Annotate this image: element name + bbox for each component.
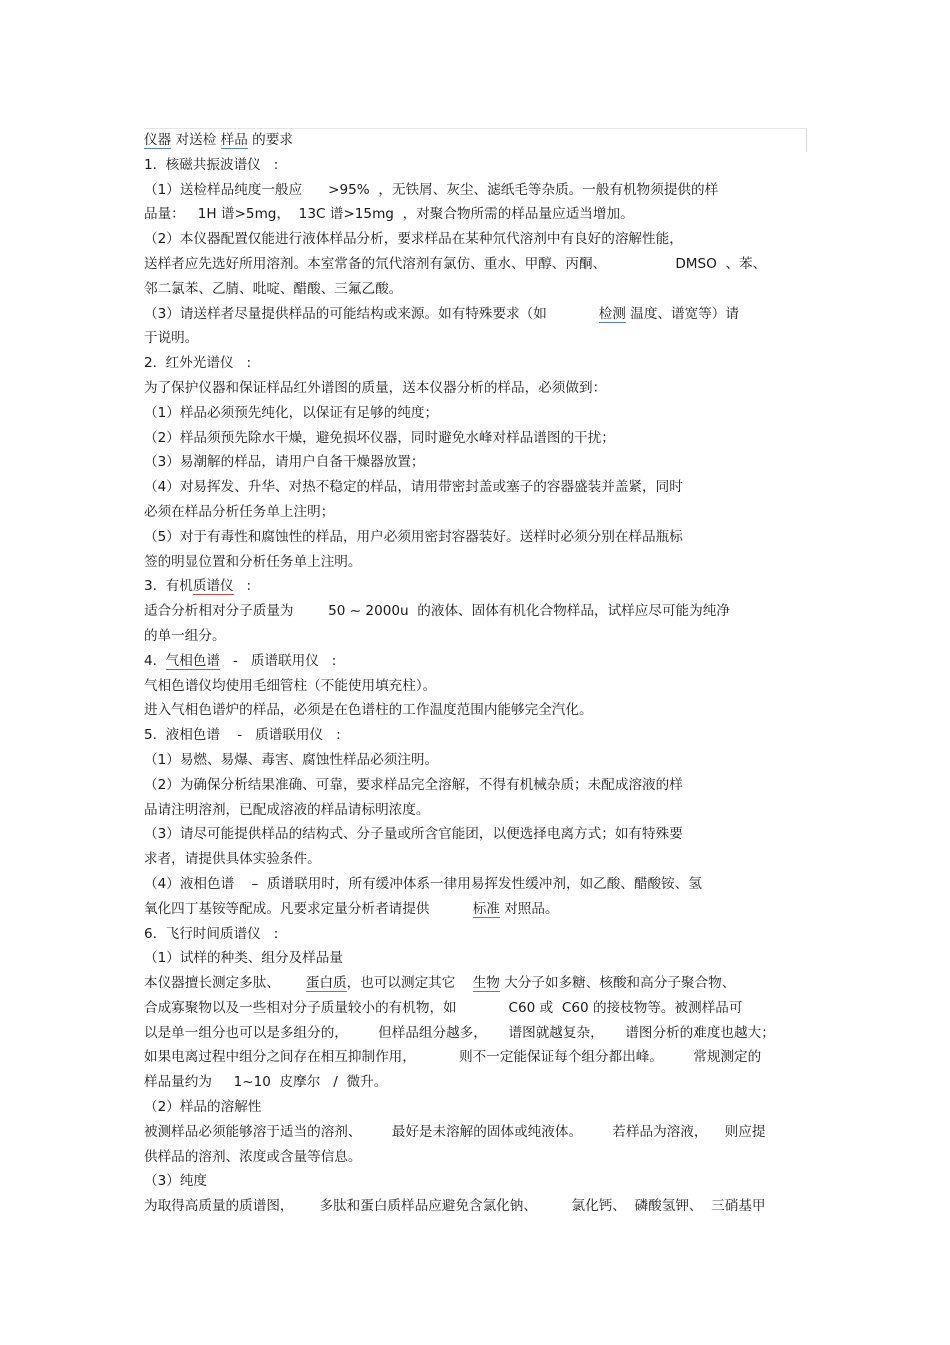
text-run: （1）易燃、易爆、毒害、腐蚀性样品必须注明。	[144, 751, 439, 768]
text-line	[144, 1169, 808, 1194]
text-line	[144, 550, 808, 575]
text-line	[144, 1194, 808, 1219]
text-run: 被测样品必须能够溶于适当的溶剂、 最好是未溶解的固体或纯液体。 若样品为溶液， 则应提	[144, 1123, 766, 1140]
text-line	[144, 748, 808, 773]
text-line	[144, 376, 808, 401]
text-run: 5. 液相色谱 - 质谱联用仪 :	[144, 727, 341, 744]
text-run: （4）对易挥发、升华、对热不稳定的样品，请用带密封盖或塞子的容器盛装并盖紧，同时	[144, 479, 683, 496]
text-run: 为取得高质量的质谱图， 多肽和蛋白质样品应避免含氯化钠、 氯化钙、 磷酸氢钾、 三硝基甲	[144, 1198, 766, 1215]
text-run: 4.	[144, 652, 166, 669]
text-line	[144, 450, 808, 475]
underlined-term: 气相色谱	[165, 652, 220, 669]
text-line	[144, 227, 808, 252]
text-run: （2）本仪器配置仅能进行液体样品分析，要求样品在某种氘代溶剂中有良好的溶解性能，	[144, 231, 683, 248]
text-run: 的要求	[247, 132, 293, 148]
text-run: 邻二氯苯、乙腈、吡啶、醋酸、三氟乙酸。	[144, 280, 403, 297]
text-run: 品量： 1H 谱>5mg， 13C 谱>15mg ，对聚合物所需的样品量应适当增加。	[144, 206, 634, 223]
text-line	[144, 426, 808, 451]
text-run: （2）样品须预先除水干燥，避免损坏仪器，同时避免水峰对样品谱图的干扰；	[144, 429, 615, 446]
text-run: 样品量约为 1~10 皮摩尔 / 微升。	[144, 1074, 388, 1091]
text-line	[144, 971, 808, 996]
text-run: （1）送检样品纯度一般应 >95% ，无铁屑、灰尘、滤纸毛等杂质。一般有机物须提供的样	[144, 181, 719, 198]
text-run: :	[233, 578, 252, 595]
text-line	[144, 872, 808, 897]
underlined-term: 生物	[472, 975, 500, 992]
text-run: - 质谱联用仪 :	[220, 652, 337, 669]
text-run: （4）液相色谱 – 质谱联用时，所有缓冲体系一律用易挥发性缓冲剂，如乙酸、醋酸铵、氢	[144, 875, 702, 892]
text-run: （3）请送样者尽量提供样品的可能结构或来源。如有特殊要求（如	[144, 305, 599, 322]
text-run: 本仪器擅长测定多肽、	[144, 975, 306, 992]
text-line	[144, 624, 808, 649]
text-run: （2）样品的溶解性	[144, 1099, 262, 1116]
text-line	[144, 525, 808, 550]
text-run: 以是单一组分也可以是多组分的， 但样品组分越多， 谱图就越复杂， 谱图分析的难度也越大；	[144, 1024, 775, 1041]
text-run: 合成寡聚物以及一些相对分子质量较小的有机物，如 C60 或 C60 的接枝物等。被测样品可	[144, 999, 743, 1016]
text-run: 6. 飞行时间质谱仪 :	[144, 925, 279, 942]
underlined-term: 检测	[598, 305, 626, 322]
underlined-term: 仪器	[144, 132, 172, 148]
underlined-term: 标准	[472, 900, 500, 917]
text-line	[144, 1145, 808, 1170]
text-line	[144, 822, 808, 847]
text-run: （3）易潮解的样品，请用户自备干燥器放置；	[144, 454, 425, 471]
text-line	[144, 1021, 808, 1046]
text-line	[144, 1120, 808, 1145]
text-run: 适合分析相对分子质量为 50 ~ 2000u 的液体、固体有机化合物样品，试样应尽可能为纯净	[144, 603, 730, 620]
underlined-term: 样品	[220, 132, 248, 148]
text-run: （2）为确保分析结果准确、可靠，要求样品完全溶解，不得有机械杂质；未配成溶液的样	[144, 776, 683, 793]
text-run: 进入气相色谱炉的样品，必须是在色谱柱的工作温度范围内能够完全汽化。	[144, 702, 593, 719]
text-line	[144, 277, 808, 302]
text-run: 送样者应先选好所用溶剂。本室常备的氘代溶剂有氯仿、重水、甲醇、丙酮、 DMSO 、苯、	[144, 255, 767, 272]
text-run: 签的明显位置和分析任务单上注明。	[144, 553, 362, 570]
text-run: 温度、谱宽等）请	[625, 305, 739, 322]
text-line	[144, 1095, 808, 1120]
text-line	[144, 202, 808, 227]
text-line	[144, 475, 808, 500]
text-line	[144, 897, 808, 922]
text-line	[144, 302, 808, 327]
text-line	[144, 252, 808, 277]
text-run: 氧化四丁基铵等配成。凡要求定量分析者请提供	[144, 900, 473, 917]
text-line	[144, 599, 808, 624]
text-run: 为了保护仪器和保证样品红外谱图的质量，送本仪器分析的样品，必须做到：	[144, 379, 607, 396]
text-run: 对照品。	[499, 900, 559, 917]
text-line	[144, 153, 808, 178]
text-run: 3. 有机	[144, 578, 193, 595]
text-run: 必须在样品分析任务单上注明；	[144, 503, 335, 520]
text-run: ，也可以测定其它	[346, 975, 473, 992]
text-run: 求者，请提供具体实验条件。	[144, 851, 321, 868]
text-line	[144, 500, 808, 525]
text-line	[144, 351, 808, 376]
document-body	[144, 128, 808, 1219]
text-run: 供样品的溶剂、浓度或含量等信息。	[144, 1148, 362, 1165]
text-line	[144, 798, 808, 823]
text-line	[144, 723, 808, 748]
text-line	[144, 1045, 808, 1070]
text-line	[144, 996, 808, 1021]
text-line	[144, 922, 808, 947]
text-run: （5）对于有毒性和腐蚀性的样品，用户必须用密封容器装好。送样时必须分别在样品瓶标	[144, 528, 683, 545]
text-line	[144, 326, 808, 351]
text-run: 的单一组分。	[144, 627, 226, 644]
text-run: （1）试样的种类、组分及样品量	[144, 950, 343, 967]
text-line	[144, 773, 808, 798]
text-run: 2. 红外光谱仪 :	[144, 355, 252, 372]
text-line	[144, 1070, 808, 1095]
text-run: 如果电离过程中组分之间存在相互抑制作用， 则不一定能保证每个组分都出峰。 常规测定的	[144, 1049, 762, 1066]
text-line	[144, 847, 808, 872]
text-line	[144, 574, 808, 599]
text-run: 品请注明溶剂，已配成溶液的样品请标明浓度。	[144, 801, 430, 818]
text-run: 1. 核磁共振波谱仪 :	[144, 156, 279, 173]
text-line	[144, 698, 808, 723]
text-run: （3）纯度	[144, 1173, 208, 1190]
text-line	[144, 649, 808, 674]
text-run: 于说明。	[144, 330, 199, 347]
text-run: （1）样品必须预先纯化，以保证有足够的纯度；	[144, 404, 439, 421]
document-title	[144, 128, 808, 153]
underlined-term: 蛋白质	[305, 975, 347, 992]
underlined-term: 质谱仪	[192, 578, 234, 595]
text-line	[144, 674, 808, 699]
text-line	[144, 946, 808, 971]
text-run: 气相色谱仪均使用毛细管柱（不能使用填充柱）。	[144, 677, 437, 694]
text-run: 大分子如多糖、核酸和高分子聚合物、	[499, 975, 736, 992]
text-line	[144, 178, 808, 203]
text-line	[144, 401, 808, 426]
text-run: （3）请尽可能提供样品的结构式、分子量或所含官能团，以便选择电离方式；如有特殊要	[144, 826, 683, 843]
text-run: 对送检	[171, 132, 221, 148]
